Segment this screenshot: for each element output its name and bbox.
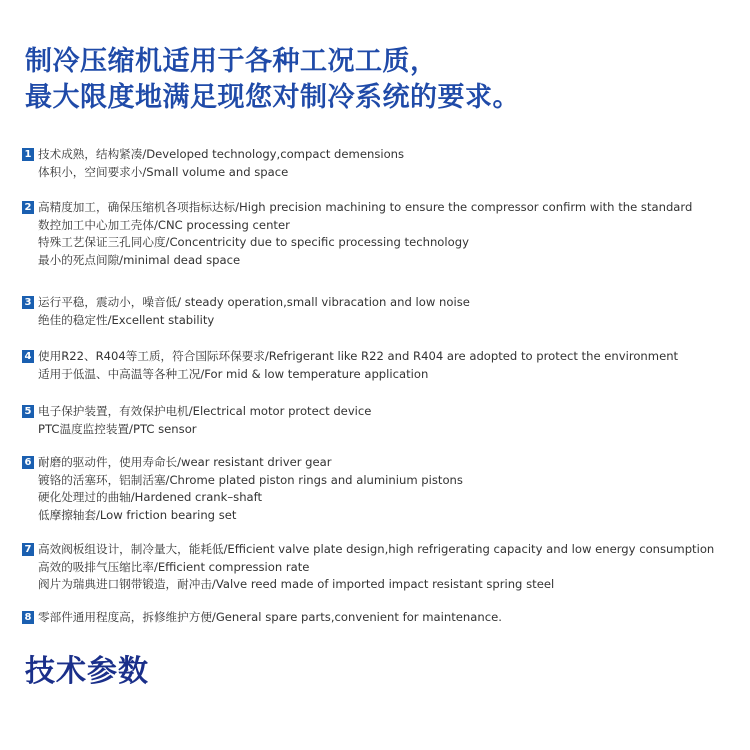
headline: [25, 44, 520, 116]
feature-line: 绝佳的稳定性/Excellent stability: [38, 312, 215, 327]
feature-item-8: [22, 609, 502, 627]
feature-line: 高效阀板组设计，制冷量大，能耗低/Efficient valve plate design,high refrigerating capacity and low energy consumption: [38, 542, 715, 556]
feature-item-7: [22, 541, 714, 594]
number-badge: 6: [22, 456, 34, 469]
headline-line-1: 制冷压缩机适用于各种工况工质，: [25, 46, 438, 77]
feature-item-1: [22, 146, 404, 181]
number-badge: 4: [22, 350, 34, 363]
number-badge: 2: [22, 201, 34, 214]
number-badge: 8: [22, 611, 34, 624]
feature-item-5: [22, 403, 371, 438]
feature-line: 使用R22、R404等工质，符合国际环保要求/Refrigerant like R22 and R404 are adopted to protect the environment: [38, 349, 679, 363]
feature-line: 体积小，空间要求小/Small volume and space: [38, 164, 289, 179]
feature-line: 硬化处理过的曲轴/Hardened crank–shaft: [38, 490, 263, 505]
feature-line: 低摩擦轴套/Low friction bearing set: [38, 507, 237, 522]
number-badge: 7: [22, 543, 34, 556]
feature-line: 适用于低温、中高温等各种工况/For mid & low temperature application: [38, 366, 429, 381]
feature-line: 特殊工艺保证三孔同心度/Concentricity due to specific processing technology: [38, 235, 469, 250]
feature-item-6: [22, 454, 463, 524]
section-title: 技术参数: [25, 654, 149, 689]
feature-line: 高精度加工，确保压缩机各项指标达标/High precision machining to ensure the compressor confirm with the standard: [38, 200, 693, 214]
feature-line: 电子保护装置，有效保护电机/Electrical motor protect device: [38, 404, 372, 418]
feature-line: 零部件通用程度高，拆修维护方便/General spare parts,convenient for maintenance.: [38, 610, 502, 624]
feature-line: 镀铬的活塞环，铝制活塞/Chrome plated piston rings and aluminium pistons: [38, 472, 463, 487]
feature-line: 数控加工中心加工壳体/CNC processing center: [38, 217, 290, 232]
feature-line: 最小的死点间隙/minimal dead space: [38, 252, 241, 267]
feature-line: PTC温度监控装置/PTC sensor: [38, 421, 197, 436]
feature-item-2: [22, 199, 692, 269]
feature-item-4: [22, 348, 678, 383]
feature-line: 耐磨的驱动件，使用寿命长/wear resistant driver gear: [38, 455, 332, 469]
feature-line: 运行平稳，震动小，噪音低/ steady operation,small vibracation and low noise: [38, 295, 470, 309]
feature-line: 技术成熟，结构紧凑/Developed technology,compact demensions: [38, 147, 405, 161]
number-badge: 3: [22, 296, 34, 309]
feature-line: 阀片为瑞典进口钢带锻造，耐冲击/Valve reed made of imported impact resistant spring steel: [38, 577, 555, 592]
number-badge: 1: [22, 148, 34, 161]
feature-line: 高效的吸排气压缩比率/Efficient compression rate: [38, 559, 310, 574]
feature-item-3: [22, 294, 470, 329]
headline-line-2: 最大限度地满足现您对制冷系统的要求。: [25, 82, 520, 113]
number-badge: 5: [22, 405, 34, 418]
